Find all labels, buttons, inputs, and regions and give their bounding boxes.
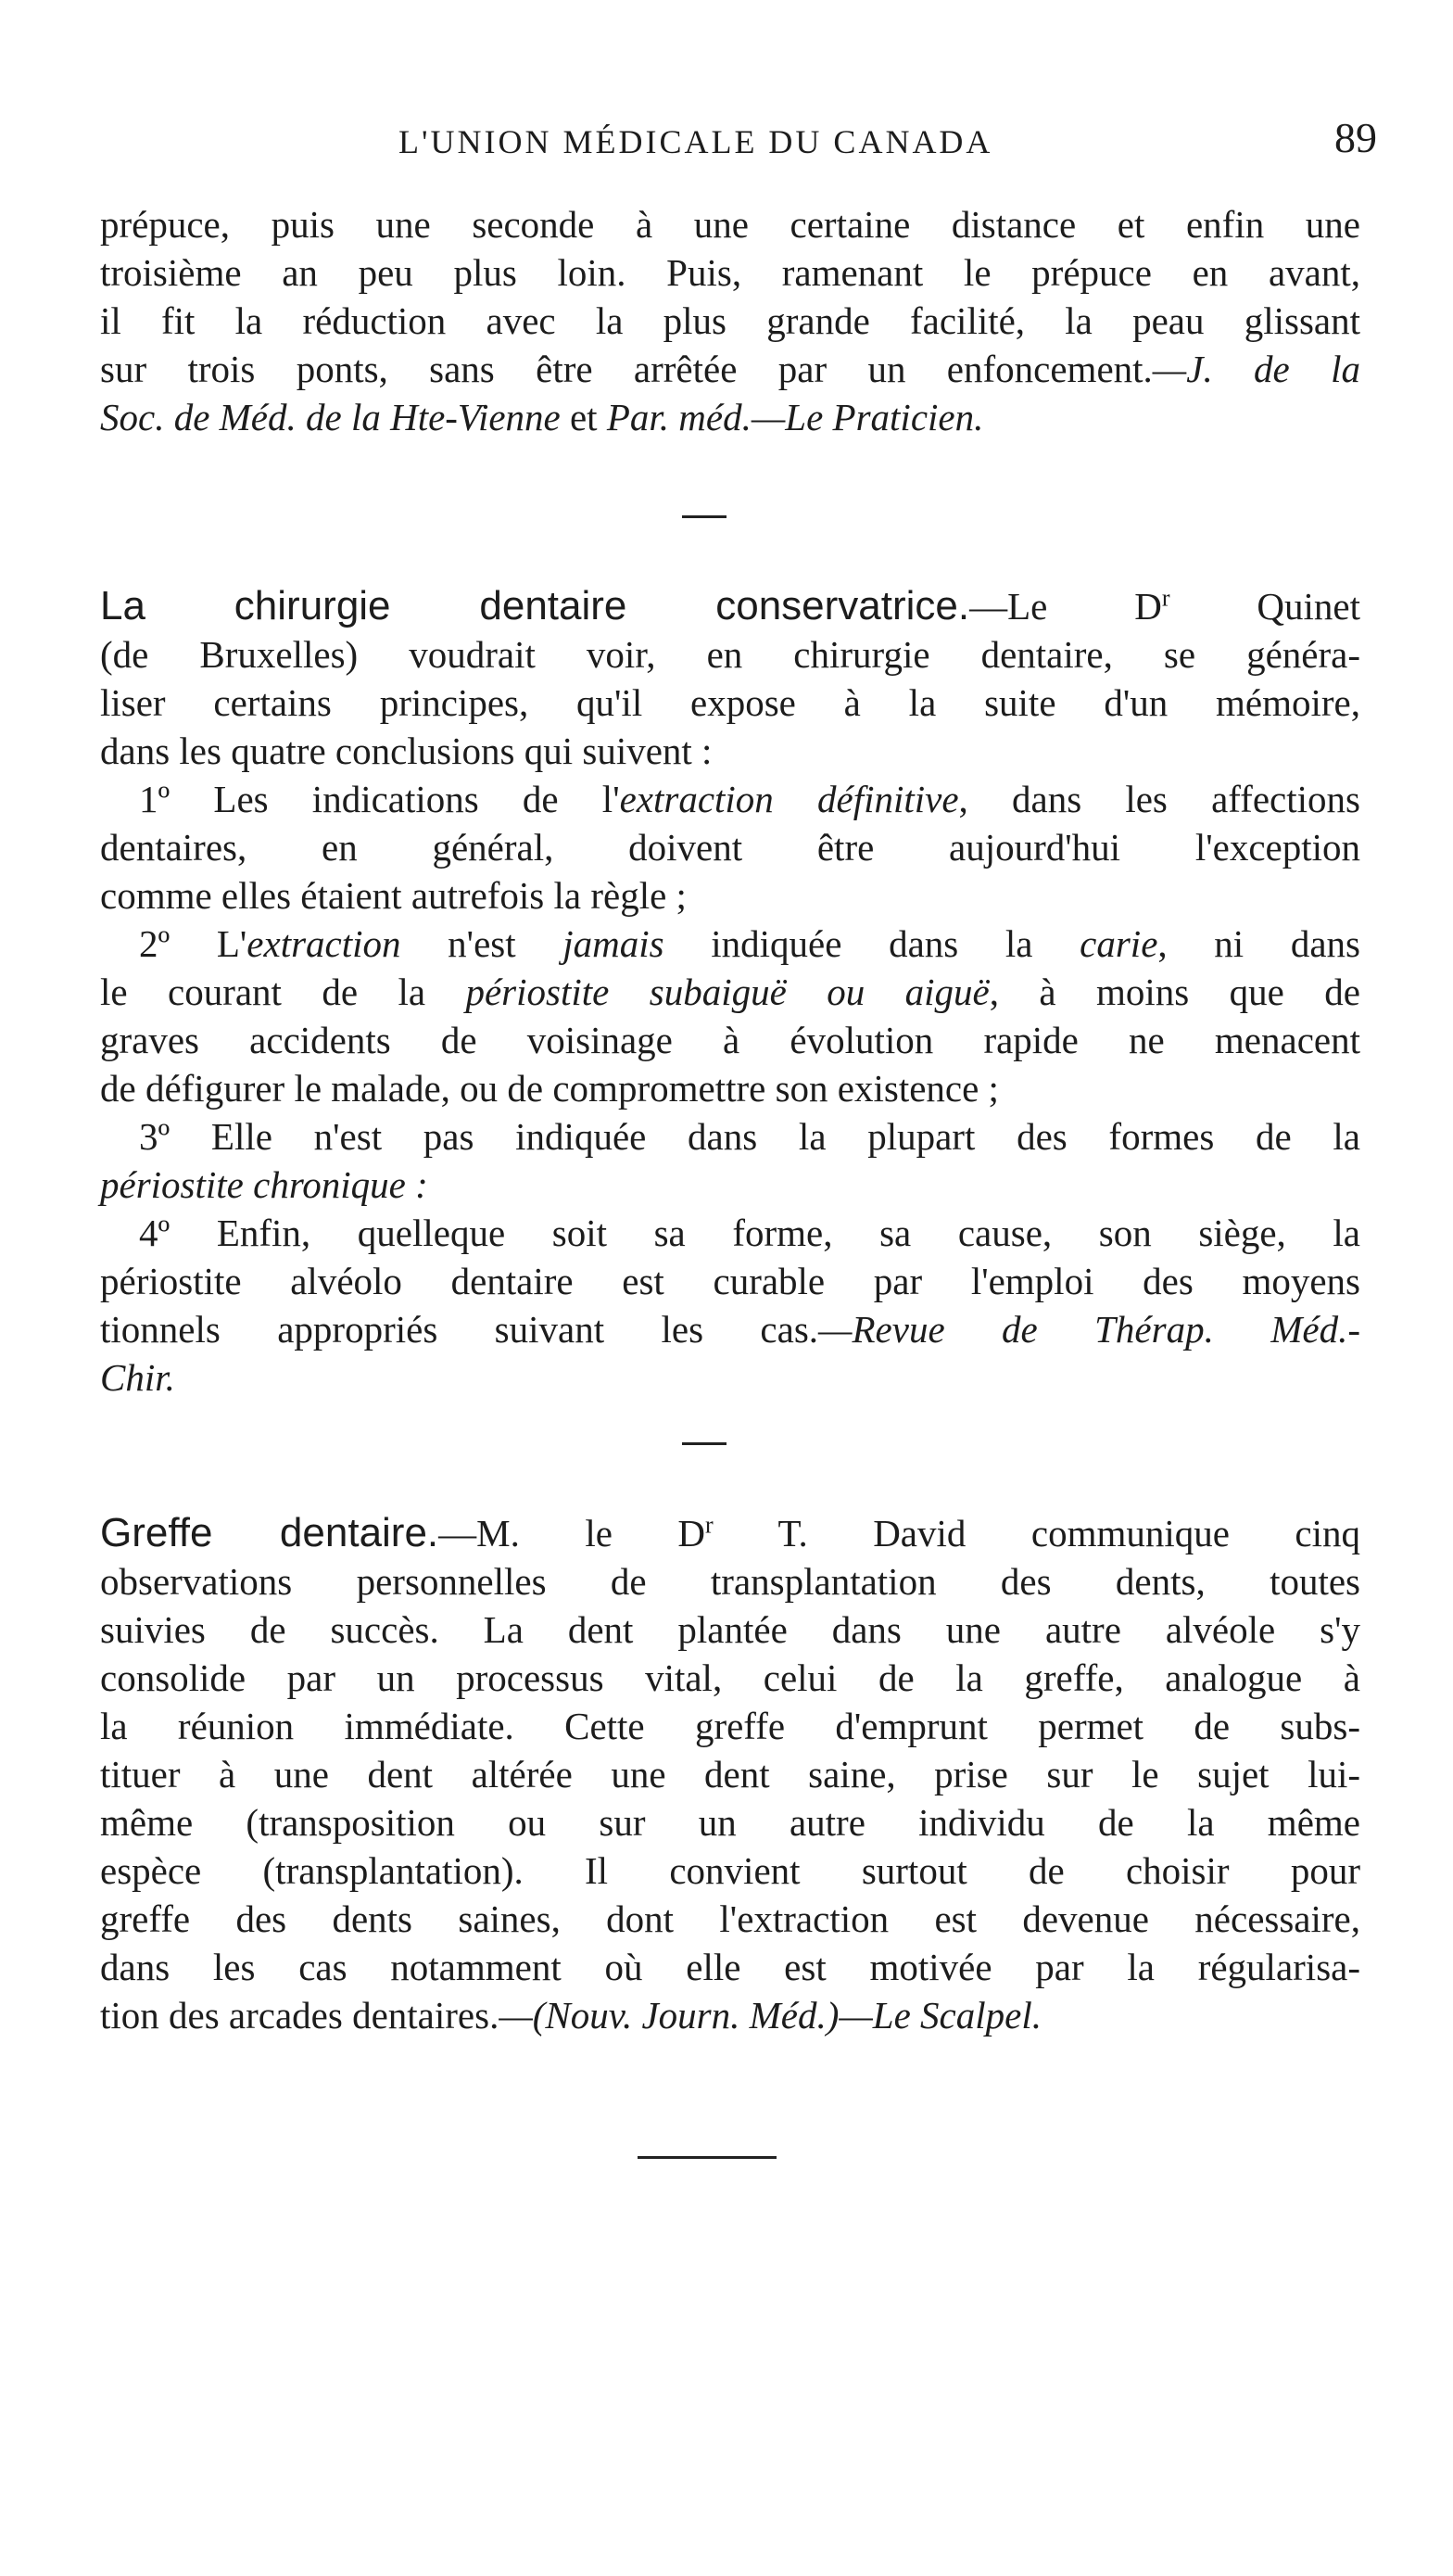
emphasis: jamais [562,922,664,965]
citation: Soc. de Méd. de la Hte-Vienne [100,396,561,438]
text-line [100,393,1360,441]
text-line: espèce (transplantation). Il convient surtout de choisir pour [100,1849,1360,1892]
text-line: comme elles étaient autrefois la règle ; [100,874,687,917]
section-divider [682,1442,726,1445]
text-line: tituer à une dent altérée une dent saine, prise sur le sujet lui- [100,1753,1360,1796]
text-span: —M. le D [438,1512,706,1554]
emphasis: extraction définitive [619,778,959,820]
text-line [100,968,1360,1016]
continuation-paragraph [100,200,1360,441]
running-title: L'UNION MÉDICALE DU CANADA [398,123,993,160]
superscript: r [1161,584,1170,612]
article-heading: La chirurgie dentaire conservatrice. [100,583,970,628]
text-line [100,1991,1360,2039]
citation: —J. de la [1152,348,1360,390]
text-span: Quinet [1169,585,1360,628]
text-line [100,1305,1360,1353]
text-line: dans les cas notamment où elle est motivée par la régularisa- [100,1946,1360,1988]
text-line: liser certains principes, qu'il expose à la suite d'un mémoire, [100,681,1360,724]
text-line: prépuce, puis une seconde à une certaine distance et enfin une [100,203,1360,246]
text-line: graves accidents de voisinage à évolution rapide ne menacent [100,1019,1360,1061]
text-span: , dans les affections [958,778,1360,820]
superscript: r [705,1511,714,1539]
citation: —Revue de Thérap. Méd.- [818,1308,1360,1351]
article-heading-line [100,582,1360,630]
text-span: , à moins que de [989,971,1360,1013]
text-span: tion des arcades dentaires. [100,1994,499,2037]
text-line: (de Bruxelles) voudrait voir, en chirurgie dentaire, se généra- [100,633,1360,676]
text-span: T. David communique cinq [713,1512,1361,1554]
text-line: observations personnelles de transplantation des dents, toutes [100,1560,1360,1603]
text-line: même (transposition ou sur un autre individu de la même [100,1801,1360,1844]
page-number: 89 [1334,114,1377,161]
citation: Chir. [100,1356,175,1399]
text-span: indiquée dans la [663,922,1080,965]
text-line: troisième an peu plus loin. Puis, ramenant le prépuce en avant, [100,251,1360,294]
article-greffe-dentaire [100,1509,1360,2039]
article-heading: Greffe dentaire. [100,1510,439,1555]
text-line: de défigurer le malade, ou de compromettre son existence ; [100,1067,999,1110]
emphasis: carie [1080,922,1158,965]
text-span: tionnels appropriés suivant les cas. [100,1308,819,1351]
text-line: consolide par un processus vital, celui de la greffe, analogue à [100,1656,1360,1699]
emphasis: extraction [246,922,401,965]
text-span: n'est [400,922,563,965]
article-chirurgie-dentaire [100,582,1360,1402]
text-line: périostite alvéolo dentaire est curable par l'emploi des moyens [100,1260,1360,1302]
text-span: et [560,396,607,438]
text-line: greffe des dents saines, dont l'extraction est devenue nécessaire, [100,1897,1360,1940]
citation: Par. méd.—Le Praticien. [606,396,984,438]
list-item-1 [100,775,1360,823]
end-rule [638,2156,777,2159]
text-line: dans les quatre conclusions qui suivent : [100,730,713,772]
text-span: sur trois ponts, sans être arrêtée par un enfoncement. [100,348,1153,390]
text-span: le courant de la [100,971,466,1013]
text-span: 1º Les indications de l' [139,778,620,820]
text-span: —Le D [969,585,1162,628]
list-item-2 [100,920,1360,968]
text-line: il fit la réduction avec la plus grande facilité, la peau glissant [100,299,1360,342]
section-divider [682,515,726,518]
citation: —(Nouv. Journ. Méd.)—Le Scalpel. [499,1994,1042,2037]
text-span: , ni dans [1157,922,1360,965]
page-header [0,114,1453,178]
article-heading-line [100,1509,1360,1557]
text-line: la réunion immédiate. Cette greffe d'emprunt permet de subs- [100,1705,1360,1747]
text-line: périostite chronique : [100,1163,428,1206]
text-line: suivies de succès. La dent plantée dans une autre alvéole s'y [100,1608,1360,1651]
text-span: 2º L' [139,922,247,965]
text-line: dentaires, en général, doivent être aujourd'hui l'exception [100,826,1360,869]
list-item-3: 3º Elle n'est pas indiquée dans la plupart des formes de la [139,1115,1360,1158]
list-item-4: 4º Enfin, quelleque soit sa forme, sa cause, son siège, la [139,1212,1360,1254]
text-line [100,345,1360,393]
emphasis: périostite subaiguë ou aiguë [465,971,990,1013]
